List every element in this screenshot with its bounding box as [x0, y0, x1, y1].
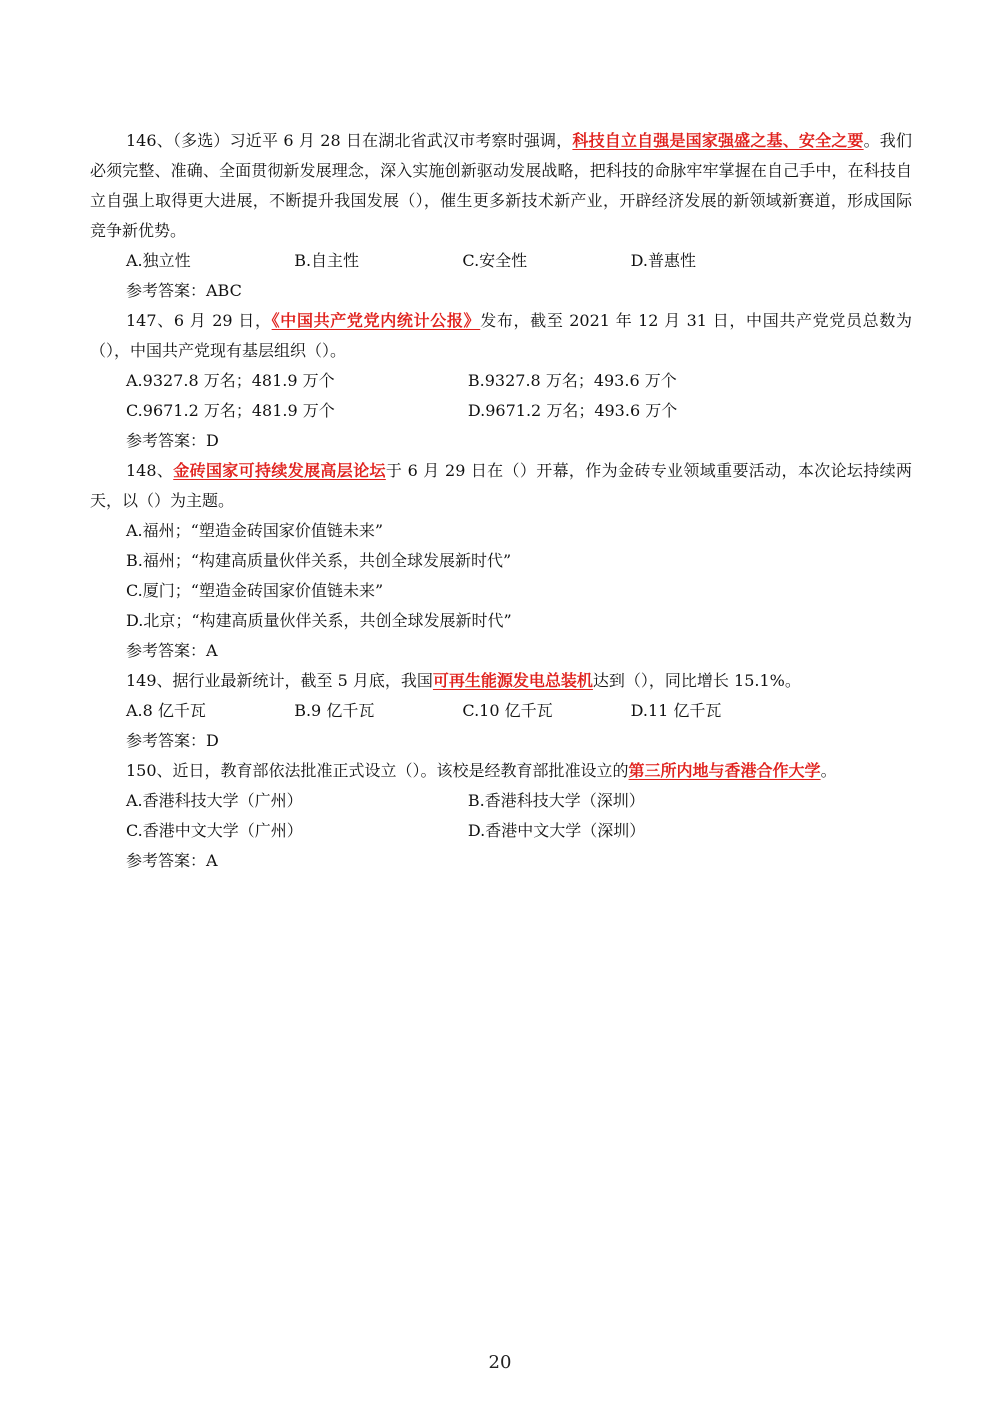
- options-grid: [90, 366, 912, 426]
- option-d: D.9671.2 万名；493.6 万个: [467, 401, 678, 420]
- document-page: [90, 126, 912, 876]
- stem-text-pre: 146、（多选）习近平 6 月 28 日在湖北省武汉市考察时强调，: [126, 131, 573, 150]
- stem-text-post: 达到（），同比增长 15.1%。: [592, 671, 801, 690]
- question-146: [90, 126, 912, 306]
- question-150: [90, 756, 912, 876]
- question-149: [90, 666, 912, 756]
- question-stem: [90, 666, 912, 696]
- stem-text-post: 发布，截至 2021 年 12 月 31 日，中国共产党党员总数为（），中国共产党现有基层组织（）。: [90, 311, 912, 360]
- stem-text-pre: 148、: [126, 461, 174, 480]
- question-stem: [90, 126, 912, 246]
- options-grid: [90, 786, 912, 846]
- stem-text-post: 。: [820, 761, 837, 780]
- question-stem: [90, 306, 912, 366]
- question-148: [90, 456, 912, 666]
- stem-text-pre: 147、6 月 29 日，: [126, 311, 272, 330]
- options-row: [90, 246, 912, 276]
- option-c: C.安全性: [462, 251, 528, 270]
- reference-answer: 参考答案：A: [126, 851, 218, 870]
- question-147: [90, 306, 912, 456]
- options-list: [90, 516, 912, 636]
- option-b: B.福州；“构建高质量伙伴关系，共创全球发展新时代”: [126, 551, 512, 570]
- stem-text-post: 。我们必须完整、准确、全面贯彻新发展理念，深入实施创新驱动发展战略，把科技的命脉牢牢掌握在自己手中，在科技自立自强上取得更大进展，不断提升我国发展（），催生更多新技术新产业，开辟经济发展的新领域新赛道，形成国际竞争新优势。: [90, 131, 912, 240]
- question-stem: [90, 756, 912, 786]
- option-b: B.9 亿千瓦: [294, 701, 375, 720]
- option-a: A.9327.8 万名；481.9 万个: [126, 371, 335, 390]
- reference-answer: 参考答案：ABC: [126, 281, 242, 300]
- option-b: B.香港科技大学（深圳）: [467, 791, 645, 810]
- option-d: D.北京；“构建高质量伙伴关系，共创全球发展新时代”: [126, 611, 512, 630]
- option-c: C.厦门；“塑造金砖国家价值链未来”: [126, 581, 384, 600]
- option-a: A.香港科技大学（广州）: [126, 791, 303, 810]
- highlighted-keyword: 可再生能源发电总装机: [432, 671, 593, 690]
- highlighted-keyword: 第三所内地与香港合作大学: [628, 761, 821, 780]
- option-c: C.10 亿千瓦: [462, 701, 553, 720]
- stem-text-post: 于 6 月 29 日在（）开幕，作为金砖专业领域重要活动，本次论坛持续两天，以（）为主题。: [90, 461, 912, 510]
- option-c: C.香港中文大学（广州）: [126, 821, 303, 840]
- highlighted-keyword: 金砖国家可持续发展高层论坛: [173, 461, 386, 480]
- option-a: A.福州；“塑造金砖国家价值链未来”: [126, 521, 384, 540]
- option-a: A.独立性: [126, 251, 191, 270]
- question-stem: [90, 456, 912, 516]
- option-d: D.11 亿千瓦: [630, 701, 722, 720]
- option-d: D.香港中文大学（深圳）: [467, 821, 646, 840]
- options-row: [90, 696, 912, 726]
- option-c: C.9671.2 万名；481.9 万个: [126, 401, 335, 420]
- option-a: A.8 亿千瓦: [126, 701, 206, 720]
- reference-answer: 参考答案：D: [126, 731, 219, 750]
- page-number: 20: [488, 1352, 512, 1373]
- reference-answer: 参考答案：D: [126, 431, 219, 450]
- reference-answer: 参考答案：A: [126, 641, 218, 660]
- highlighted-keyword: 《中国共产党党内统计公报》: [271, 311, 481, 330]
- highlighted-keyword: 科技自立自强是国家强盛之基、安全之要: [572, 131, 864, 150]
- option-b: B.9327.8 万名；493.6 万个: [467, 371, 677, 390]
- stem-text-pre: 149、据行业最新统计，截至 5 月底，我国: [126, 671, 433, 690]
- stem-text-pre: 150、近日，教育部依法批准正式设立（）。该校是经教育部批准设立的: [126, 761, 629, 780]
- option-b: B.自主性: [294, 251, 360, 270]
- option-d: D.普惠性: [630, 251, 696, 270]
